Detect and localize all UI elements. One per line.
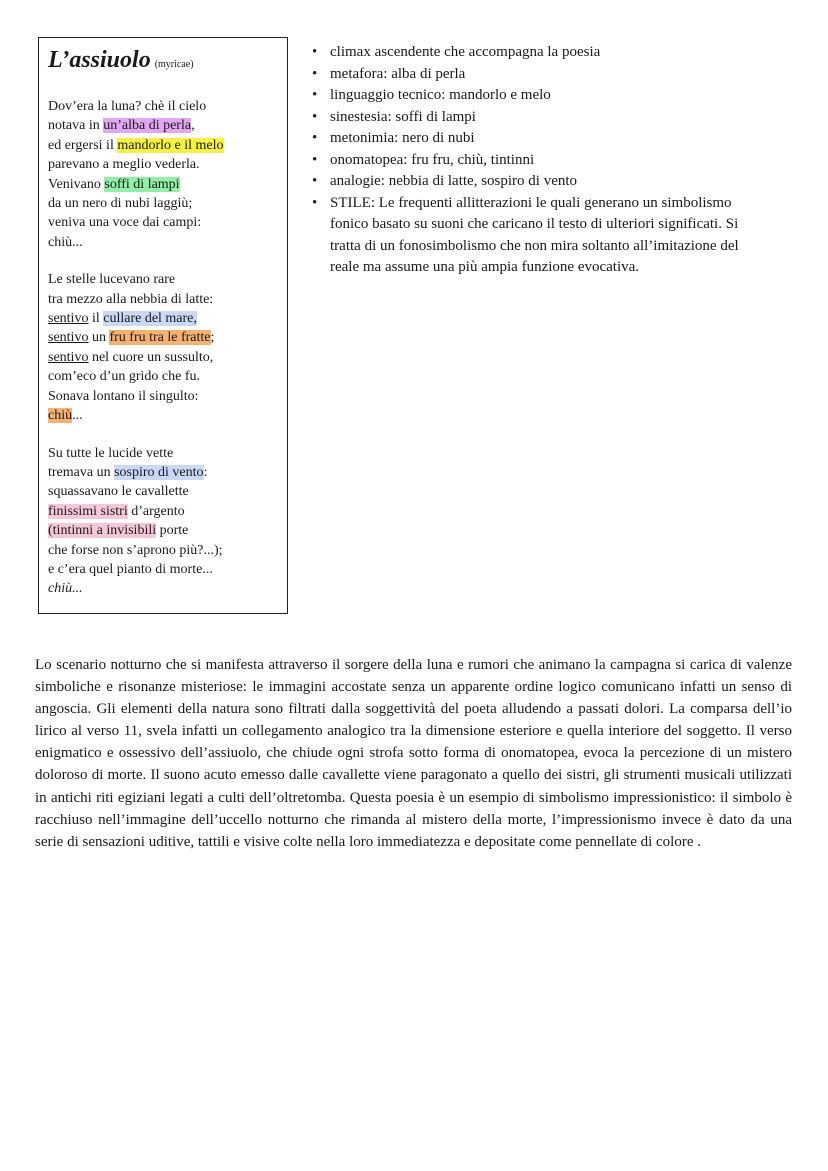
bullet-dot-icon: • bbox=[312, 87, 318, 103]
bullet-item bbox=[312, 128, 762, 150]
poem-verse bbox=[48, 521, 287, 540]
poem-verse bbox=[48, 97, 287, 116]
poem-verse bbox=[48, 502, 287, 521]
poem-verse bbox=[48, 482, 287, 501]
poem-verse bbox=[48, 444, 287, 463]
underlined-word: sentivo bbox=[48, 349, 89, 365]
underlined-word: sentivo bbox=[48, 311, 89, 327]
verse-text: Venivano bbox=[48, 176, 105, 192]
verse-text: notava in bbox=[48, 118, 104, 134]
verse-text: e c’era quel pianto di morte... bbox=[48, 561, 213, 577]
poem-verse bbox=[48, 367, 287, 386]
poem-verse bbox=[48, 290, 287, 309]
poem-stanza bbox=[48, 270, 287, 425]
verse-text: ... bbox=[72, 408, 83, 424]
bullet-text: linguaggio tecnico: mandorlo e melo bbox=[330, 87, 551, 103]
bullet-text: analogie: nebbia di latte, sospiro di vento bbox=[330, 173, 578, 189]
bullet-dot-icon: • bbox=[312, 130, 318, 146]
verse-text: Sonava lontano il singulto: bbox=[48, 388, 199, 404]
bullet-dot-icon: • bbox=[312, 65, 318, 82]
verse-text: parevano a meglio vederla. bbox=[48, 157, 200, 173]
analysis-paragraph: Lo scenario notturno che si manifesta attraverso il sorgere della luna e rumori che animano la campagna si carica di valenze simboliche e risonanze misteriose: le immagini accostate senza un apparente ordine logico comunicano infatti un senso di angoscia. Gli elementi della natura sono filtrati dalla soggettività del poeta alludendo a passati dolori. La comparsa dell’io lirico al verso 11, svela infatti un collegamento analogico tra la dimensione esteriore e quella interiore del soggetto. Il verso enigmatico e ossessivo dell’assiuolo, che chiude ogni strofa sotto forma di onomatopea, evoca la percezione di un mistero doloroso di morte. Il suono acuto emesso dalle cavallette viene paragonato a quello dei sistri, gli strumenti musicali utilizzati in antichi riti egiziani legati a culti dell’oltretomba. Questa poesia è un esempio di simbolismo impressionistico: il simbolo è racchiuso nell’immagine dell’uccello notturno che rimanda al mistero della morte, l’impressionismo invece è dato da una serie di sensazioni uditive, tattili e visive colte nella loro immediatezza e depositate come pennellate di colore . bbox=[35, 657, 792, 850]
bullet-item bbox=[312, 193, 762, 279]
poem-box bbox=[38, 37, 288, 614]
bullet-item bbox=[312, 85, 762, 107]
highlighted-phrase: (tintinni a invisibili bbox=[48, 523, 157, 539]
bullet-text: onomatopea: fru fru, chiù, tintinni bbox=[330, 151, 535, 168]
bullet-item bbox=[312, 64, 762, 86]
poem-verse bbox=[48, 579, 287, 598]
verse-text: che forse non s’aprono più?...); bbox=[48, 542, 223, 558]
poem-verse bbox=[48, 387, 287, 406]
bullet-item bbox=[312, 150, 762, 172]
verse-text: : bbox=[203, 464, 208, 480]
poem-verse bbox=[48, 233, 287, 252]
poem-verse bbox=[48, 406, 287, 425]
verse-text: Dov’era la luna? chè il cielo bbox=[48, 99, 207, 114]
verse-text: il bbox=[88, 311, 104, 327]
poem-title bbox=[48, 46, 287, 79]
bullet-dot-icon: • bbox=[312, 44, 318, 60]
verse-text: chiù... bbox=[48, 234, 83, 250]
highlighted-phrase: soffi di lampi bbox=[104, 176, 180, 192]
underlined-word: sentivo bbox=[48, 330, 89, 346]
verse-text: com’eco d’un grido che fu. bbox=[48, 369, 200, 385]
bullet-dot-icon: • bbox=[312, 173, 318, 189]
poem-verse bbox=[48, 136, 287, 155]
bullet-item bbox=[312, 171, 762, 193]
highlighted-phrase: mandorlo e il melo bbox=[117, 137, 224, 153]
highlighted-phrase: sospiro di vento bbox=[114, 464, 204, 480]
poem-verse bbox=[48, 560, 287, 579]
verse-text: ed ergersi il bbox=[48, 137, 118, 153]
verse-text: un bbox=[88, 330, 110, 346]
highlighted-phrase: finissimi sistri bbox=[48, 503, 128, 519]
poem-stanza bbox=[48, 444, 287, 599]
verse-text: tremava un bbox=[48, 464, 115, 480]
bullet-text: STILE: Le frequenti allitterazioni le quali generano un simbolismo fonico basato su suoni che caricano il testo di ulteriori significati. Si tratta di un fonosimbolismo che non mira soltanto all’imitazione del reale ma assume una più ampia funzione evocativa. bbox=[330, 194, 739, 275]
verse-text: Le stelle lucevano rare bbox=[48, 272, 176, 288]
bullet-item bbox=[312, 42, 762, 64]
verse-text: squassavano le cavallette bbox=[48, 484, 189, 500]
poem-verse bbox=[48, 309, 287, 328]
verse-text: d’argento bbox=[127, 503, 185, 519]
bullet-item bbox=[312, 107, 762, 129]
poem-stanzas bbox=[48, 97, 287, 599]
verse-text: nel cuore un sussulto, bbox=[88, 349, 214, 365]
verse-text: ; bbox=[210, 330, 215, 346]
poem-verse bbox=[48, 155, 287, 174]
bullet-dot-icon: • bbox=[312, 194, 318, 211]
poem-verse bbox=[48, 270, 287, 289]
bullet-text: climax ascendente che accompagna la poesia bbox=[330, 44, 601, 60]
verse-text: chiù... bbox=[48, 581, 83, 597]
verse-text: , bbox=[191, 118, 195, 134]
highlighted-phrase: un’alba di perla bbox=[103, 118, 192, 134]
bullet-text: metafora: alba di perla bbox=[330, 65, 466, 82]
verse-text: Su tutte le lucide vette bbox=[48, 445, 174, 461]
verse-text: veniva una voce dai campi: bbox=[48, 215, 202, 231]
bullet-text: metonimia: nero di nubi bbox=[330, 130, 475, 146]
verse-text: da un nero di nubi laggiù; bbox=[48, 196, 193, 212]
poem-title-text: L’assiuolo bbox=[48, 47, 151, 73]
poem-subtitle: (myricae) bbox=[154, 59, 194, 70]
poem-verse bbox=[48, 328, 287, 347]
verse-text: porte bbox=[156, 523, 189, 539]
poem-verse bbox=[48, 213, 287, 232]
poem-verse bbox=[48, 194, 287, 213]
bullet-dot-icon: • bbox=[312, 151, 318, 168]
bullet-text: sinestesia: soffi di lampi bbox=[330, 108, 476, 125]
poem-verse bbox=[48, 116, 287, 135]
poem-verse bbox=[48, 463, 287, 482]
highlighted-phrase: cullare del mare, bbox=[103, 311, 197, 327]
figures-of-speech-list bbox=[312, 42, 762, 279]
poem-verse bbox=[48, 175, 287, 194]
poem-verse bbox=[48, 348, 287, 367]
highlighted-phrase: chiù bbox=[48, 408, 73, 424]
poem-stanza bbox=[48, 97, 287, 252]
highlighted-phrase: fru fru tra le fratte bbox=[109, 330, 211, 346]
verse-text: tra mezzo alla nebbia di latte: bbox=[48, 291, 214, 307]
poem-verse bbox=[48, 541, 287, 560]
bullet-dot-icon: • bbox=[312, 108, 318, 125]
